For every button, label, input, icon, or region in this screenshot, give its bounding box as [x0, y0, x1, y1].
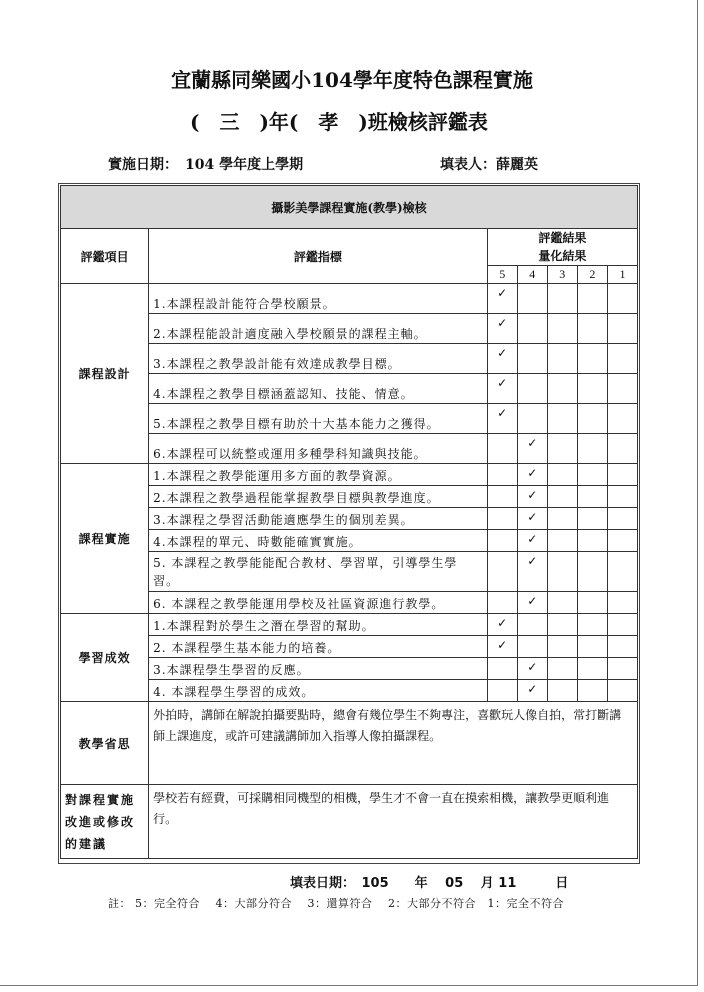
- score-cell: [517, 344, 547, 374]
- check-mark: ✓: [517, 434, 547, 464]
- page-edge-bottom: [0, 985, 698, 986]
- check-mark: ✓: [517, 508, 547, 530]
- score-cell: [487, 508, 517, 530]
- check-mark: ✓: [517, 486, 547, 508]
- score-cell: [547, 530, 577, 552]
- indicator-text: 2.本課程之教學過程能掌握教學目標與教學進度。: [149, 486, 488, 508]
- page-edge-right: [697, 0, 698, 986]
- indicator-text: 5. 本課程之教學能能配合教材、學習單，引導學生學習。: [149, 552, 488, 592]
- score-cell: [577, 284, 607, 314]
- score-cell: [517, 404, 547, 434]
- header-result-line1: 評鑑結果: [538, 231, 587, 245]
- score-cell: [577, 680, 607, 702]
- score-header-3: 3: [547, 266, 577, 284]
- score-cell: [547, 464, 577, 486]
- check-mark: ✓: [487, 284, 517, 314]
- score-cell: [547, 552, 577, 592]
- score-cell: [547, 508, 577, 530]
- indicator-text: 3.本課程學生學習的反應。: [149, 658, 488, 680]
- evaluation-table: [60, 185, 638, 859]
- score-cell: [607, 636, 637, 658]
- score-cell: [607, 434, 637, 464]
- table-title: 攝影美學課程實施(教學)檢核: [61, 186, 638, 229]
- check-mark: ✓: [517, 530, 547, 552]
- score-cell: [487, 434, 517, 464]
- score-cell: [607, 464, 637, 486]
- score-cell: [517, 314, 547, 344]
- check-mark: ✓: [517, 680, 547, 702]
- score-cell: [487, 592, 517, 614]
- suggestion-label: 對課程實施改進或修改的建議: [61, 785, 149, 859]
- indicator-text: 4.本課程的單元、時數能確實實施。: [149, 530, 488, 552]
- score-cell: [607, 552, 637, 592]
- check-mark: ✓: [517, 658, 547, 680]
- reflection-row: [61, 702, 638, 785]
- score-cell: [547, 486, 577, 508]
- suggestion-text: 學校若有經費，可採購相同機型的相機，學生才不會一直在摸索相機，讓教學更順利進行。: [149, 785, 638, 859]
- reflection-text: 外拍時，講師在解說拍攝要點時，總會有幾位學生不夠專注，喜歡玩人像自拍，常打斷講師上課進度，或許可建議講師加入指導人像拍攝課程。: [149, 702, 638, 785]
- indicator-text: 2. 本課程學生基本能力的培養。: [149, 636, 488, 658]
- score-cell: [547, 404, 577, 434]
- score-cell: [607, 314, 637, 344]
- score-cell: [487, 658, 517, 680]
- score-cell: [577, 552, 607, 592]
- form-title: 宜蘭縣同樂國小104學年度特色課程實施: [171, 68, 533, 92]
- section-label: 學習成效: [61, 614, 149, 702]
- score-cell: [517, 284, 547, 314]
- check-mark: ✓: [487, 614, 517, 636]
- score-cell: [547, 374, 577, 404]
- score-cell: [607, 486, 637, 508]
- score-cell: [547, 680, 577, 702]
- score-cell: [547, 592, 577, 614]
- indicator-text: 4.本課程之教學目標涵蓋認知、技能、情意。: [149, 374, 488, 404]
- indicator-text: 1.本課程對於學生之潛在學習的幫助。: [149, 614, 488, 636]
- score-cell: [607, 404, 637, 434]
- score-cell: [547, 636, 577, 658]
- score-cell: [577, 404, 607, 434]
- score-cell: [607, 658, 637, 680]
- score-cell: [577, 464, 607, 486]
- check-mark: ✓: [517, 552, 547, 592]
- score-cell: [547, 314, 577, 344]
- score-cell: [487, 464, 517, 486]
- check-mark: ✓: [517, 592, 547, 614]
- score-cell: [577, 614, 607, 636]
- form-subtitle: ( 三 )年( 孝 )班檢核評鑑表: [190, 110, 488, 134]
- header-result-line2: 量化結果: [538, 249, 587, 263]
- score-cell: [547, 614, 577, 636]
- indicator-text: 6.本課程可以統整或運用多種學科知識與技能。: [149, 434, 488, 464]
- score-cell: [487, 486, 517, 508]
- indicator-row: [61, 614, 638, 636]
- score-cell: [607, 284, 637, 314]
- score-cell: [517, 374, 547, 404]
- score-header-4: 4: [517, 266, 547, 284]
- check-mark: ✓: [517, 464, 547, 486]
- score-cell: [607, 344, 637, 374]
- score-cell: [517, 636, 547, 658]
- indicator-text: 5.本課程之教學目標有助於十大基本能力之獲得。: [149, 404, 488, 434]
- score-cell: [577, 486, 607, 508]
- score-cell: [577, 314, 607, 344]
- score-header-1: 1: [607, 266, 637, 284]
- indicator-row: [61, 284, 638, 314]
- check-mark: ✓: [487, 374, 517, 404]
- score-cell: [577, 592, 607, 614]
- check-mark: ✓: [487, 314, 517, 344]
- header-indicator: 評鑑指標: [149, 229, 488, 284]
- score-header-5: 5: [487, 266, 517, 284]
- score-cell: [607, 530, 637, 552]
- score-cell: [547, 344, 577, 374]
- score-cell: [577, 508, 607, 530]
- score-cell: [607, 374, 637, 404]
- indicator-text: 1.本課程之教學能運用多方面的教學資源。: [149, 464, 488, 486]
- score-cell: [577, 636, 607, 658]
- score-cell: [577, 658, 607, 680]
- score-cell: [487, 680, 517, 702]
- suggestion-row: [61, 785, 638, 859]
- indicator-text: 6. 本課程之教學能運用學校及社區資源進行教學。: [149, 592, 488, 614]
- check-mark: ✓: [487, 636, 517, 658]
- score-header-2: 2: [577, 266, 607, 284]
- reflection-label: 教學省思: [61, 702, 149, 785]
- fill-date: 填表日期： 105 年 05 月 11 日: [290, 876, 569, 891]
- form-filler: 填表人：薛麗英: [440, 157, 538, 173]
- header-item: 評鑑項目: [61, 229, 149, 284]
- score-cell: [577, 344, 607, 374]
- score-cell: [487, 530, 517, 552]
- header-result: [487, 229, 637, 266]
- score-cell: [607, 680, 637, 702]
- check-mark: ✓: [487, 344, 517, 374]
- indicator-text: 1.本課程設計能符合學校願景。: [149, 284, 488, 314]
- implementation-date: 實施日期： 104 學年度上學期: [108, 157, 304, 173]
- score-cell: [517, 614, 547, 636]
- indicator-row: [61, 464, 638, 486]
- indicator-text: 3.本課程之學習活動能適應學生的個別差異。: [149, 508, 488, 530]
- rating-note: 註： 5：完全符合 4：大部分符合 3：還算符合 2：大部分不符合 1：完全不符合: [108, 897, 564, 910]
- score-cell: [607, 614, 637, 636]
- indicator-text: 4. 本課程學生學習的成效。: [149, 680, 488, 702]
- score-cell: [487, 552, 517, 592]
- score-cell: [547, 658, 577, 680]
- check-mark: ✓: [487, 404, 517, 434]
- score-cell: [607, 508, 637, 530]
- section-label: 課程設計: [61, 284, 149, 464]
- score-cell: [547, 284, 577, 314]
- indicator-text: 2.本課程能設計適度融入學校願景的課程主軸。: [149, 314, 488, 344]
- score-cell: [577, 434, 607, 464]
- score-cell: [577, 530, 607, 552]
- score-cell: [607, 592, 637, 614]
- score-cell: [577, 374, 607, 404]
- section-label: 課程實施: [61, 464, 149, 614]
- indicator-text: 3.本課程之教學設計能有效達成教學目標。: [149, 344, 488, 374]
- score-cell: [547, 434, 577, 464]
